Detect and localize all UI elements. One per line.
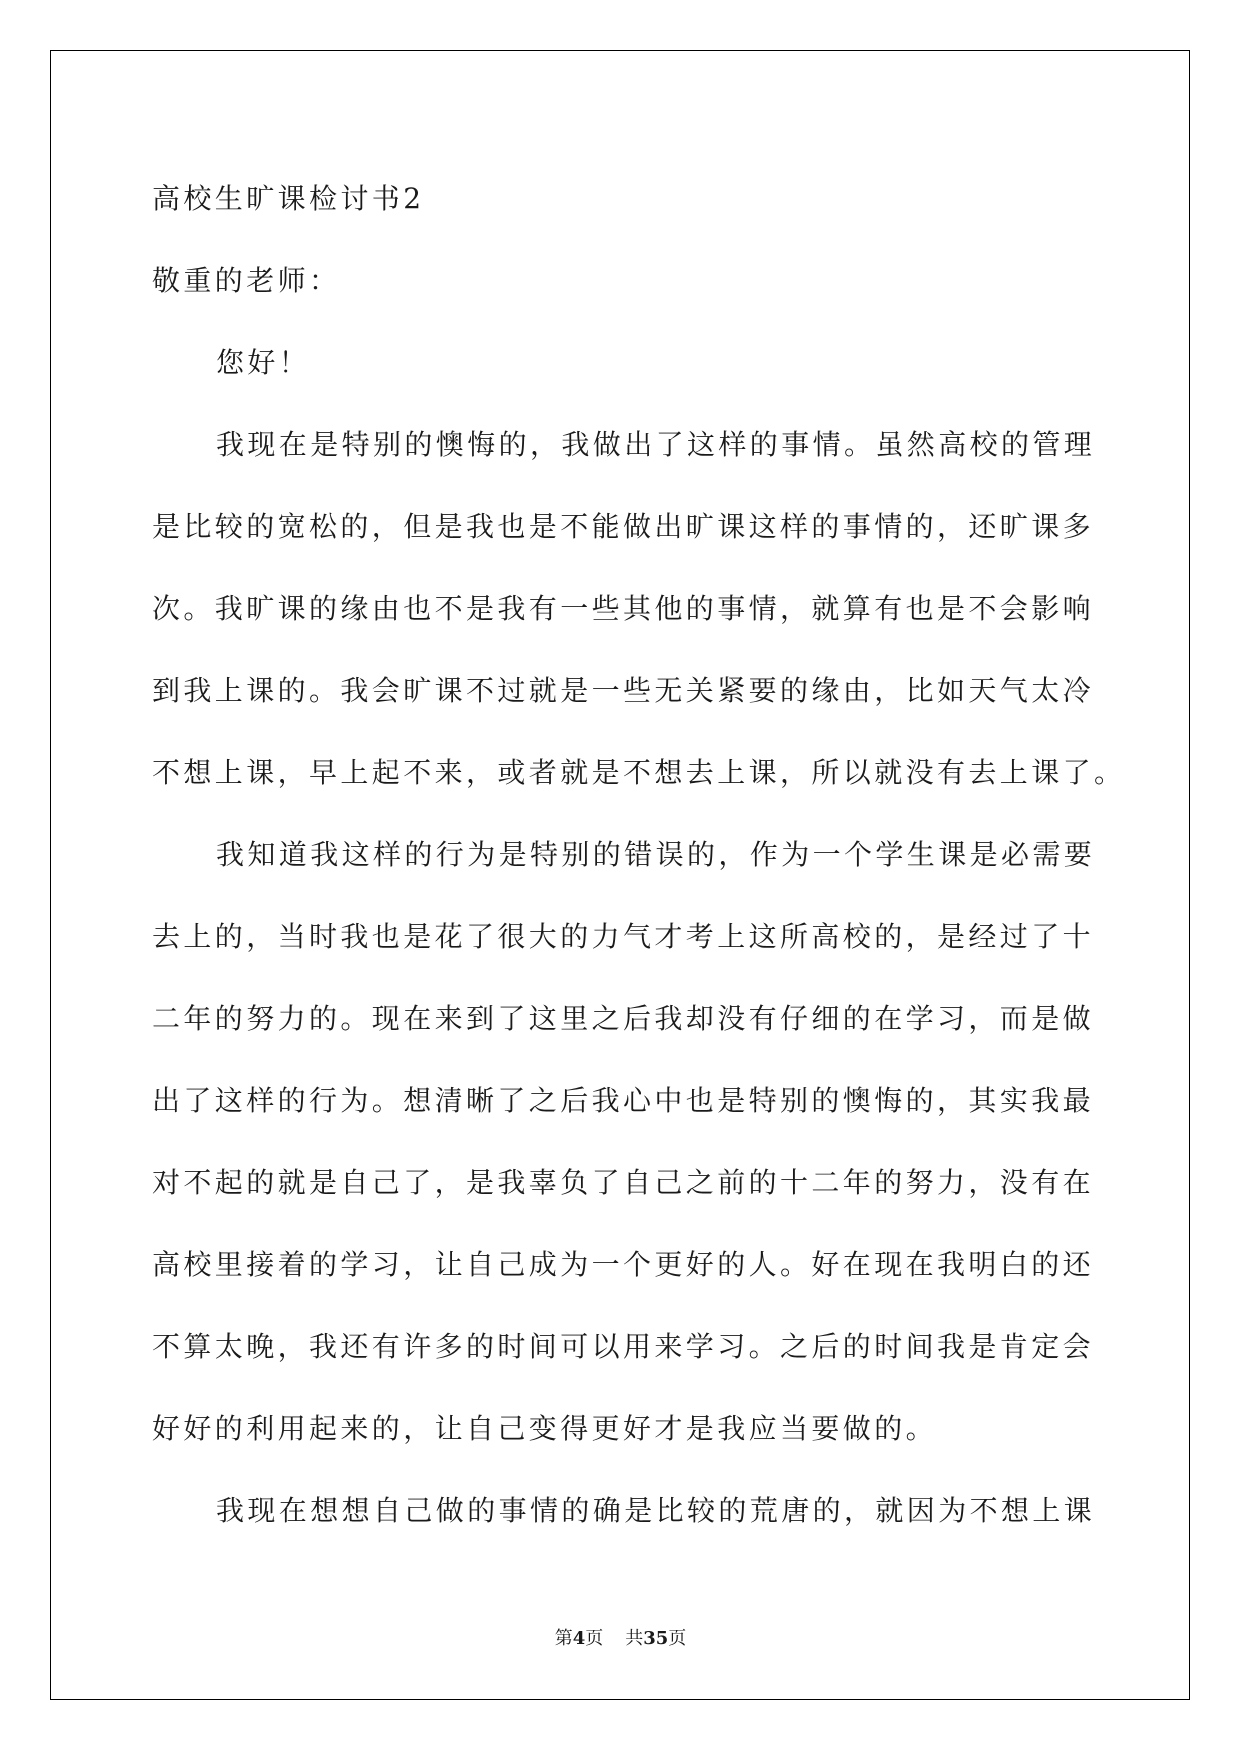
total-pages: 35 (643, 1628, 669, 1649)
body-line: 我知道我这样的行为是特别的错误的，作为一个学生课是必需要 (216, 838, 1096, 871)
body-line: 二年的努力的。现在来到了这里之后我却没有仔细的在学习，而是做 (152, 1002, 1095, 1035)
body-line: 高校里接着的学习，让自己成为一个更好的人。好在现在我明白的还 (152, 1248, 1095, 1281)
total-suffix: 页 (668, 1628, 687, 1649)
body-text (152, 404, 1126, 1552)
body-line: 是比较的宽松的，但是我也是不能做出旷课这样的事情的，还旷课多 (152, 510, 1095, 543)
total-prefix: 共 (625, 1628, 644, 1649)
document-body (152, 158, 1126, 1552)
salutation: 敬重的老师： (152, 264, 341, 297)
body-line: 不算太晚，我还有许多的时间可以用来学习。之后的时间我是肯定会 (152, 1330, 1095, 1363)
body-line: 不想上课，早上起不来，或者就是不想去上课，所以就没有去上课了。 (152, 756, 1126, 789)
body-line: 我现在是特别的懊悔的，我做出了这样的事情。虽然高校的管理 (216, 428, 1096, 461)
page-footer (0, 1624, 1241, 1650)
document-title: 高校生旷课检讨书2 (152, 182, 425, 215)
greeting: 您好！ (216, 346, 311, 379)
body-line: 次。我旷课的缘由也不是我有一些其他的事情，就算有也是不会影响 (152, 592, 1095, 625)
body-line: 对不起的就是自己了，是我辜负了自己之前的十二年的努力，没有在 (152, 1166, 1095, 1199)
body-line: 去上的，当时我也是花了很大的力气才考上这所高校的，是经过了十 (152, 920, 1095, 953)
page-number: 4 (572, 1628, 586, 1649)
page-prefix: 第 (554, 1628, 573, 1649)
body-line: 到我上课的。我会旷课不过就是一些无关紧要的缘由，比如天气太冷 (152, 674, 1095, 707)
page-suffix: 页 (585, 1628, 604, 1649)
body-line: 出了这样的行为。想清晰了之后我心中也是特别的懊悔的，其实我最 (152, 1084, 1095, 1117)
body-line: 好好的利用起来的，让自己变得更好才是我应当要做的。 (152, 1412, 938, 1445)
body-line: 我现在想想自己做的事情的确是比较的荒唐的，就因为不想上课 (216, 1494, 1096, 1527)
